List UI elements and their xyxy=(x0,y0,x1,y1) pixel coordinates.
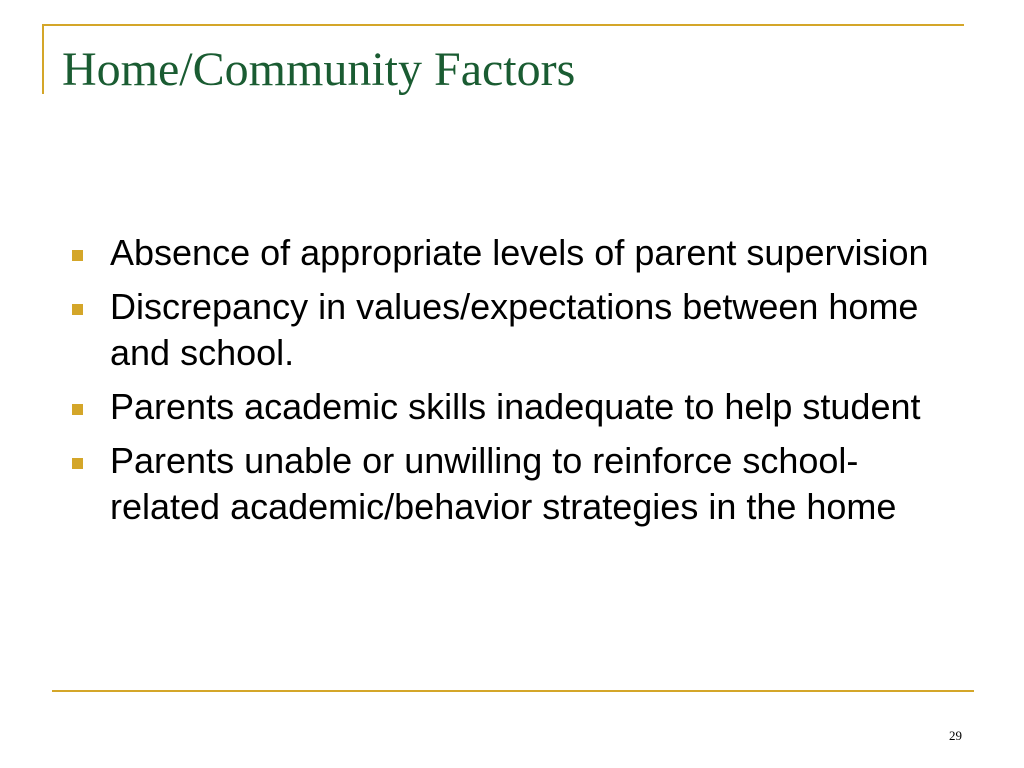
frame-left-line xyxy=(42,24,44,94)
square-bullet-icon xyxy=(72,304,83,315)
bullet-text: Absence of appropriate levels of parent supervision xyxy=(110,232,929,273)
bullet-list xyxy=(72,230,952,538)
square-bullet-icon xyxy=(72,458,83,469)
bullet-text: Parents unable or unwilling to reinforce school-related academic/behavior strategies in the home xyxy=(110,440,897,527)
bullet-item xyxy=(72,284,952,376)
bullet-text: Discrepancy in values/expectations between home and school. xyxy=(110,286,919,373)
frame-bottom-line xyxy=(52,690,974,692)
slide-title: Home/Community Factors xyxy=(62,43,576,96)
bullet-item xyxy=(72,230,952,276)
bullet-item xyxy=(72,384,952,430)
bullet-text: Parents academic skills inadequate to help student xyxy=(110,386,921,427)
slide-number: 29 xyxy=(949,728,962,743)
frame-top-line xyxy=(42,24,964,26)
square-bullet-icon xyxy=(72,404,83,415)
square-bullet-icon xyxy=(72,250,83,261)
bullet-item xyxy=(72,438,952,530)
